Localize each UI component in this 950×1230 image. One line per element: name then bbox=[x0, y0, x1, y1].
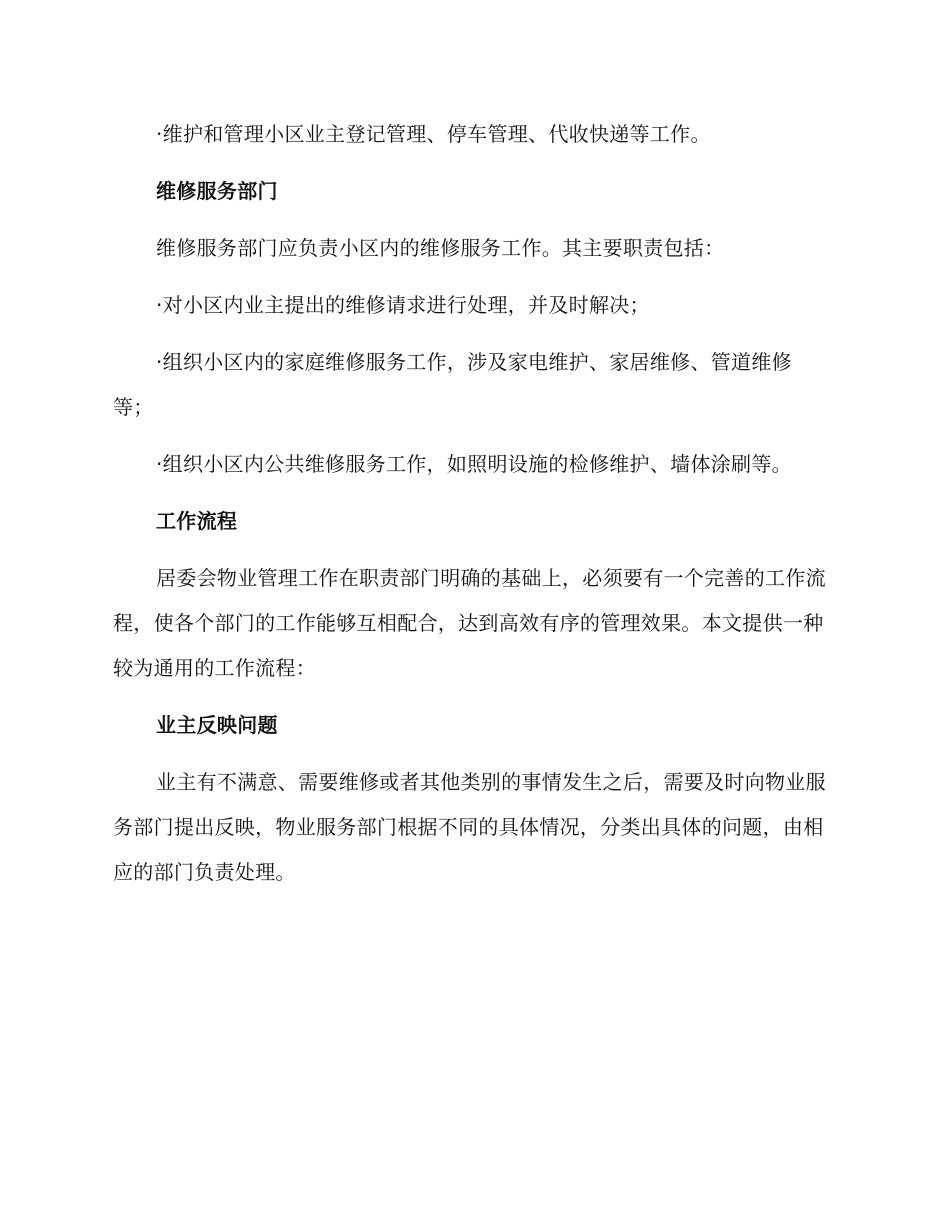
paragraph-workflow-intro: 居委会物业管理工作在职责部门明确的基础上，必须要有一个完善的工作流程，使各个部门的工作能够互相配合，达到高效有序的管理效果。本文提供一种较为通用的工作流程： bbox=[113, 566, 826, 680]
section-heading-owner-feedback: 业主反映问题 bbox=[156, 713, 278, 737]
bullet-item-household-repair: ·组织小区内的家庭维修服务工作，涉及家电维护、家居维修、管道维修等； bbox=[113, 350, 792, 419]
section-heading-workflow: 工作流程 bbox=[156, 509, 238, 533]
bullet-item-public-repair: ·组织小区内公共维修服务工作，如照明设施的检修维护、墙体涂刷等。 bbox=[156, 452, 792, 476]
section-heading-repair-department: 维修服务部门 bbox=[156, 179, 278, 203]
document-body bbox=[113, 112, 830, 907]
bullet-item-repair-requests: ·对小区内业主提出的维修请求进行处理，并及时解决； bbox=[156, 293, 650, 317]
bullet-item-resident-registration: ·维护和管理小区业主登记管理、停车管理、代收快递等工作。 bbox=[156, 122, 711, 146]
paragraph-repair-duties-intro: 维修服务部门应负责小区内的维修服务工作。其主要职责包括： bbox=[156, 236, 725, 260]
paragraph-owner-feedback: 业主有不满意、需要维修或者其他类别的事情发生之后，需要及时向物业服务部门提出反映，物业服务部门根据不同的具体情况，分类出具体的问题，由相应的部门负责处理。 bbox=[113, 770, 826, 884]
